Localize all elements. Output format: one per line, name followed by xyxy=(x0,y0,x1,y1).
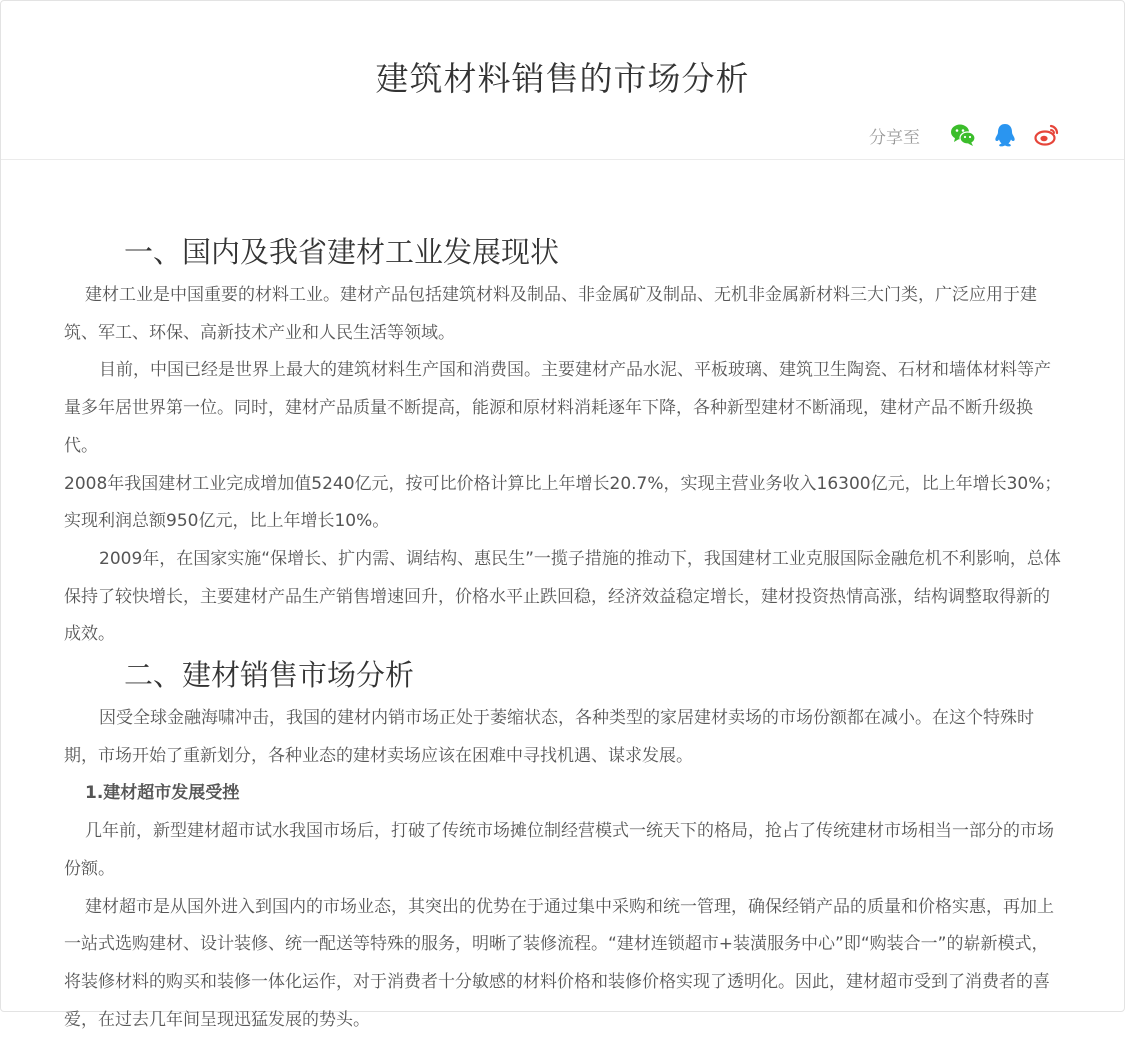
share-label: 分享至 xyxy=(869,127,920,148)
paragraph: 2008年我国建材工业完成增加值5240亿元，按可比价格计算比上年增长20.7%，实现主营业务收入16300亿元，比上年增长30%；实现利润总额950亿元，比上年增长10%。 xyxy=(64,473,1062,532)
paragraph: 因受全球金融海啸冲击，我国的建材内销市场正处于萎缩状态，各种类型的家居建材卖场的市场份额都在减小。在这个特殊时期，市场开始了重新划分，各种业态的建材卖场应该在困难中寻找机遇、谋求发展。 xyxy=(64,708,1034,766)
article-body xyxy=(64,231,1064,1039)
page-title: 建筑材料销售的市场分析 xyxy=(375,59,750,98)
paragraph: 目前，中国已经是世界上最大的建筑材料生产国和消费国。主要建材产品水泥、平板玻璃、建筑卫生陶瓷、石材和墙体材料等产量多年居世界第一位。同时，建材产品质量不断提高，能源和原材料消耗逐年下降，各种新型建材不断涌现，建材产品不断升级换代。 xyxy=(64,360,1051,456)
paragraph: 几年前，新型建材超市试水我国市场后，打破了传统市场摊位制经营模式一统天下的格局，抢占了传统建材市场相当一部分的市场份额。 xyxy=(64,821,1054,879)
weibo-icon[interactable] xyxy=(1034,122,1060,148)
paragraph: 建材超市是从国外进入到国内的市场业态，其突出的优势在于通过集中采购和统一管理，确保经销产品的质量和价格实惠，再加上一站式选购建材、设计装修、统一配送等特殊的服务，明晰了装修流程。“建材连锁超市+装潢服务中心”即“购装合一”的崭新模式，将装修材料的购买和装修一体化运作，对于消费者十分敏感的材料价格和装修价格实现了透明化。因此，建材超市受到了消费者的喜爱，在过去几年间呈现迅猛发展的势头。 xyxy=(64,896,1054,1030)
paragraph: 2009年，在国家实施“保增长、扩内需、调结构、惠民生”一揽子措施的推动下，我国建材工业克服国际金融危机不利影响，总体保持了较快增长，主要建材产品生产销售增速回升，价格水平止跌回稳，经济效益稳定增长，建材投资热情高涨，结构调整取得新的成效。 xyxy=(64,548,1061,645)
section-heading-2: 二、建材销售市场分析 xyxy=(124,658,415,693)
subheading: 1.建材超市发展受挫 xyxy=(85,783,240,804)
share-bar xyxy=(869,122,1060,148)
article-header xyxy=(1,1,1124,160)
section-heading-1: 一、国内及我省建材工业发展现状 xyxy=(124,235,560,269)
qq-icon[interactable] xyxy=(992,122,1018,148)
wechat-icon[interactable] xyxy=(950,122,976,148)
paragraph: 建材工业是中国重要的材料工业。建材产品包括建筑材料及制品、非金属矿及制品、无机非金属新材料三大门类，广泛应用于建筑、军工、环保、高新技术产业和人民生活等领域。 xyxy=(64,285,1037,343)
